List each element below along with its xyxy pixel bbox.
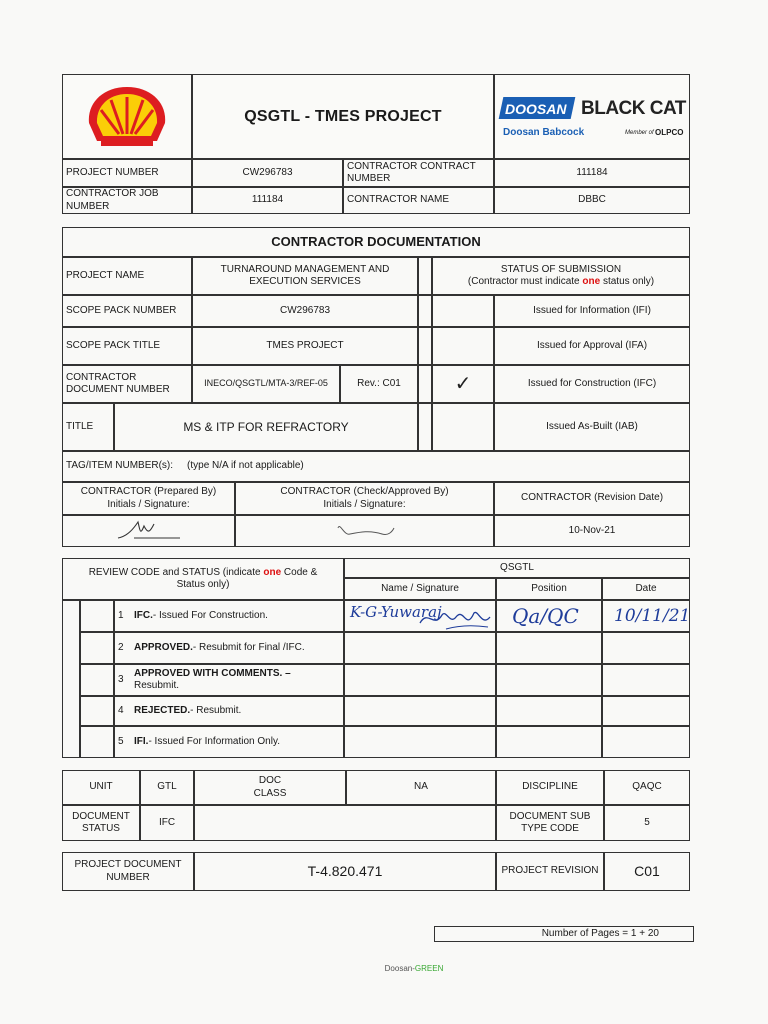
reviewer-date-handwriting: 10/11/21 xyxy=(614,606,691,626)
check-mark-icon: ✓ xyxy=(454,372,472,395)
review-code-row xyxy=(114,632,344,664)
project-name-value: TURNAROUND MANAGEMENT AND EXECUTION SERVICES xyxy=(192,257,418,295)
status-submission-heading xyxy=(432,257,690,295)
footer-text xyxy=(0,964,768,973)
iab-label: Issued As-Built (IAB) xyxy=(494,403,690,451)
checked-by-label: CONTRACTOR (Check/Approved By) Initials / Signature: xyxy=(235,482,494,515)
review-code-text: - Resubmit for Final /IFC. xyxy=(192,641,305,653)
contractor-doc-number-value: INECO/QSGTL/MTA-3/REF-05 xyxy=(192,365,340,403)
doc-sub-type-label: DOCUMENT SUB TYPE CODE xyxy=(496,805,604,841)
checked-by-signature xyxy=(235,515,494,547)
date-header: Date xyxy=(602,578,690,600)
status-spacer xyxy=(418,365,432,403)
revision-date-value: 10-Nov-21 xyxy=(494,515,690,547)
doc-class-value: NA xyxy=(346,770,496,805)
review-heading-suffix: Code & Status only) xyxy=(176,566,318,590)
rev-value: Rev.: C01 xyxy=(340,365,418,403)
footer-green: GREEN xyxy=(414,964,444,973)
review-heading-prefix: REVIEW CODE and STATUS (indicate xyxy=(88,566,264,578)
status-sub-red: one xyxy=(582,276,601,287)
footer-prefix: Doosan- xyxy=(384,964,415,973)
review-code-row xyxy=(114,726,344,758)
scope-pack-number-value: CW296783 xyxy=(192,295,418,327)
review-code-checkbox[interactable] xyxy=(80,726,114,758)
review-code-bold: IFI. xyxy=(134,735,149,747)
contractor-logo-cell xyxy=(494,74,690,159)
review-code-checkbox[interactable] xyxy=(80,600,114,632)
review-heading xyxy=(62,558,344,600)
review-code-row xyxy=(114,600,344,632)
prepared-by-label: CONTRACTOR (Prepared By) Initials / Signature: xyxy=(62,482,235,515)
name-signature-header: Name / Signature xyxy=(344,578,496,600)
status-sub-prefix: (Contractor must indicate xyxy=(467,276,583,287)
ifc-checkbox[interactable] xyxy=(432,365,494,403)
review-code-number: 5 xyxy=(118,735,124,747)
status-sub-suffix: status only) xyxy=(600,276,655,287)
project-name-spacer xyxy=(418,257,432,295)
reviewer-name-handwriting: K-G-Yuwaraj xyxy=(350,603,442,621)
number-of-pages-box xyxy=(434,926,694,942)
review-name-cell xyxy=(344,664,496,696)
doc-class-label: DOC CLASS xyxy=(194,770,346,805)
scope-pack-number-label: SCOPE PACK NUMBER xyxy=(62,295,192,327)
scope-pack-title-value: TMES PROJECT xyxy=(192,327,418,365)
olpco-text: OLPCO xyxy=(655,128,684,137)
discipline-label: DISCIPLINE xyxy=(496,770,604,805)
status-spacer xyxy=(418,403,432,451)
unit-value: GTL xyxy=(140,770,194,805)
contractor-job-label: CONTRACTOR JOB NUMBER xyxy=(62,187,192,214)
member-of-text: Member of xyxy=(625,130,654,136)
review-date-cell xyxy=(602,664,690,696)
doc-status-value: IFC xyxy=(140,805,194,841)
discipline-value: QAQC xyxy=(604,770,690,805)
ifa-checkbox[interactable] xyxy=(432,327,494,365)
review-date-cell xyxy=(602,632,690,664)
review-code-checkbox[interactable] xyxy=(80,632,114,664)
review-position-cell xyxy=(496,632,602,664)
review-code-number: 2 xyxy=(118,641,124,653)
ifa-label: Issued for Approval (IFA) xyxy=(494,327,690,365)
contractor-doc-number-label: CONTRACTOR DOCUMENT NUMBER xyxy=(62,365,192,403)
doc-status-blank xyxy=(194,805,496,841)
review-name-cell xyxy=(344,726,496,758)
doc-status-label: DOCUMENT STATUS xyxy=(62,805,140,841)
review-position-cell xyxy=(496,726,602,758)
review-code-number: 4 xyxy=(118,704,124,716)
review-code-number: 1 xyxy=(118,609,124,621)
review-heading-text xyxy=(79,567,327,592)
review-code-bold: APPROVED. xyxy=(134,641,193,653)
ifc-label: Issued for Construction (IFC) xyxy=(494,365,690,403)
status-heading-text: STATUS OF SUBMISSION xyxy=(500,263,622,275)
review-code-checkbox[interactable] xyxy=(80,664,114,696)
review-code-bold: APPROVED WITH COMMENTS. – xyxy=(134,667,291,679)
contractor-contract-value: 111184 xyxy=(494,159,690,187)
tag-item-value: (type N/A if not applicable) xyxy=(187,460,304,472)
number-of-pages-text: Number of Pages = 1 + 20 xyxy=(541,927,659,939)
tag-item-label: TAG/ITEM NUMBER(s): xyxy=(66,460,174,472)
contractor-contract-label: CONTRACTOR CONTRACT NUMBER xyxy=(343,159,494,187)
prepared-signature-icon xyxy=(114,518,184,544)
iab-checkbox[interactable] xyxy=(432,403,494,451)
blackcat-logo-text: BLACK CAT xyxy=(581,98,686,119)
scope-pack-title-label: SCOPE PACK TITLE xyxy=(62,327,192,365)
review-code-number: 3 xyxy=(118,673,124,685)
review-code-text: - Resubmit. xyxy=(190,704,242,716)
review-code-row xyxy=(114,696,344,726)
project-doc-number-value: T-4.820.471 xyxy=(194,852,496,891)
project-number-value: CW296783 xyxy=(192,159,343,187)
checked-signature-icon xyxy=(330,518,400,544)
review-code-bold: REJECTED. xyxy=(134,704,191,716)
logo-cell xyxy=(62,74,192,159)
ifi-checkbox[interactable] xyxy=(432,295,494,327)
status-spacer xyxy=(418,295,432,327)
reviewer-signature-icon xyxy=(416,603,496,635)
project-title: QSGTL - TMES PROJECT xyxy=(192,74,494,159)
doc-sub-type-value: 5 xyxy=(604,805,690,841)
review-date-cell xyxy=(602,696,690,726)
review-position-cell xyxy=(496,696,602,726)
contractor-documentation-heading: CONTRACTOR DOCUMENTATION xyxy=(62,227,690,257)
prepared-by-signature xyxy=(62,515,235,547)
contractor-name-label: CONTRACTOR NAME xyxy=(343,187,494,214)
review-code-text: - Issued For Construction. xyxy=(152,609,268,621)
review-code-text: - Issued For Information Only. xyxy=(148,735,280,747)
review-code-checkbox[interactable] xyxy=(80,696,114,726)
review-name-cell xyxy=(344,696,496,726)
review-heading-red: one xyxy=(263,566,282,578)
reviewer-position-handwriting: Qa/QC xyxy=(512,604,579,628)
review-code-text: Resubmit. xyxy=(134,680,180,691)
shell-logo-icon xyxy=(81,83,173,151)
tag-item-row xyxy=(62,451,690,482)
status-spacer xyxy=(418,327,432,365)
doosan-logo-text: DOOSAN xyxy=(505,101,567,117)
doosan-babcock-text: Doosan Babcock xyxy=(503,127,585,138)
review-code-text-wrap xyxy=(134,668,291,693)
position-header: Position xyxy=(496,578,602,600)
review-name-cell xyxy=(344,632,496,664)
review-code-bold: IFC. xyxy=(134,609,153,621)
review-position-cell xyxy=(496,664,602,696)
unit-label: UNIT xyxy=(62,770,140,805)
project-revision-label: PROJECT REVISION xyxy=(496,852,604,891)
contractor-name-value: DBBC xyxy=(494,187,690,214)
title-label: TITLE xyxy=(62,403,114,451)
revision-date-label: CONTRACTOR (Revision Date) xyxy=(494,482,690,515)
project-revision-value: C01 xyxy=(604,852,690,891)
title-value: MS & ITP FOR REFRACTORY xyxy=(114,403,418,451)
review-left-margin xyxy=(62,600,80,758)
review-date-cell xyxy=(602,726,690,758)
qsgtl-label: QSGTL xyxy=(344,558,690,578)
project-name-label: PROJECT NAME xyxy=(62,257,192,295)
ifi-label: Issued for Information (IFI) xyxy=(494,295,690,327)
project-doc-number-label: PROJECT DOCUMENT NUMBER xyxy=(62,852,194,891)
project-number-label: PROJECT NUMBER xyxy=(62,159,192,187)
contractor-job-value: 111184 xyxy=(192,187,343,214)
review-code-row xyxy=(114,664,344,696)
status-sub-text xyxy=(468,276,654,289)
